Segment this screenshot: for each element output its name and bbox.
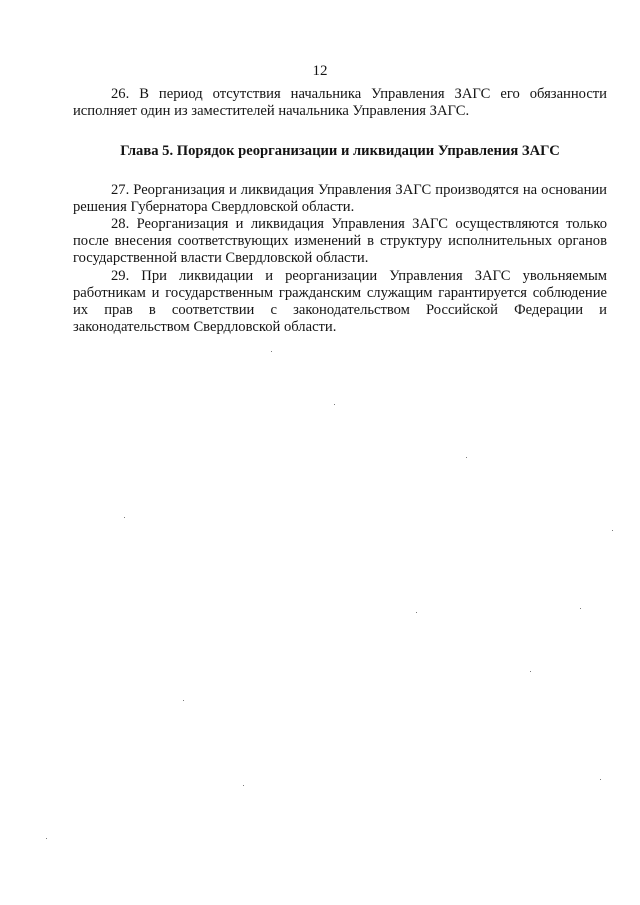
paragraph-27: 27. Реорганизация и ликвидация Управления ЗАГС производятся на основании решения Губернатора Свердловской области. [73, 181, 607, 215]
paragraph-28: 28. Реорганизация и ликвидация Управления ЗАГС осуществляются только после внесения соответствующих изменений в структуру исполнительных органов государственной власти Свердловской области. [73, 216, 607, 267]
page-number: 12 [312, 63, 328, 79]
chapter-heading: Глава 5. Порядок реорганизации и ликвидации Управления ЗАГС [120, 143, 560, 160]
document-body [73, 86, 607, 336]
paragraph-26: 26. В период отсутствия начальника Управления ЗАГС его обязанности исполняет один из заместителей начальника Управления ЗАГС. [73, 86, 607, 120]
paragraph-29: 29. При ликвидации и реорганизации Управления ЗАГС увольняемым работникам и государственным гражданским служащим гарантируется соблюдение их прав в соответствии с законодательством Российской Федерации и законодательством Свердловской области. [73, 267, 607, 336]
